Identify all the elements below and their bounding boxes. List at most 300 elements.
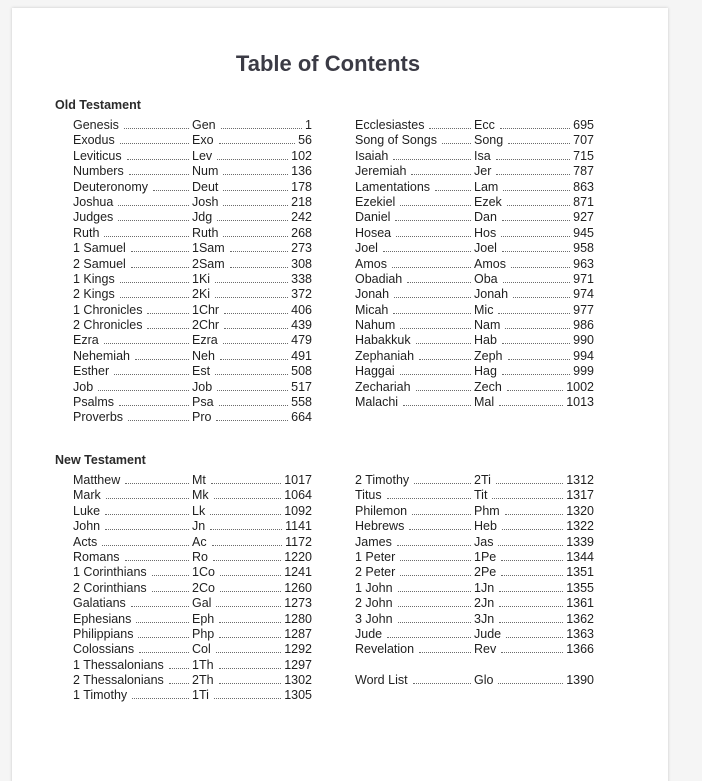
dot-leader	[213, 560, 281, 561]
dot-leader	[398, 591, 471, 592]
dot-leader	[135, 359, 189, 360]
dot-leader	[502, 529, 563, 530]
book-abbreviation: Exo	[192, 133, 214, 148]
book-name: Malachi	[355, 395, 399, 410]
toc-entry[interactable]	[73, 410, 312, 425]
page-number: 479	[291, 333, 312, 348]
toc-entry[interactable]	[355, 627, 594, 642]
dot-leader	[498, 545, 563, 546]
abbreviation-group	[192, 473, 312, 488]
toc-entry[interactable]	[355, 241, 594, 256]
dot-leader	[498, 313, 570, 314]
abbreviation-group	[474, 565, 594, 580]
book-name: 1 Corinthians	[73, 565, 147, 580]
dot-leader	[224, 313, 288, 314]
dot-leader	[214, 698, 281, 699]
book-name: Colossians	[73, 642, 135, 657]
dot-leader	[506, 637, 563, 638]
dot-leader	[513, 297, 570, 298]
book-abbreviation: Isa	[474, 148, 491, 163]
toc-entry[interactable]	[355, 642, 594, 657]
dot-leader	[412, 514, 471, 515]
dot-leader	[442, 143, 471, 144]
page-number: 439	[291, 318, 312, 333]
abbreviation-group	[192, 688, 312, 703]
toc-entry[interactable]	[73, 473, 312, 488]
book-abbreviation: Amos	[474, 256, 506, 271]
dot-leader	[152, 591, 189, 592]
toc-entry[interactable]	[73, 226, 312, 241]
page-number: 558	[291, 395, 312, 410]
toc-entry[interactable]	[73, 565, 312, 580]
dot-leader	[139, 652, 189, 653]
page-number: 1322	[566, 519, 594, 534]
page-number: 1390	[566, 673, 594, 688]
book-abbreviation: Jer	[474, 164, 492, 179]
page-number: 1355	[566, 580, 594, 595]
toc-entry[interactable]	[73, 596, 312, 611]
dot-leader	[435, 190, 471, 191]
book-name: 1 Kings	[73, 271, 115, 286]
abbreviation-group	[474, 226, 594, 241]
dot-leader	[217, 220, 288, 221]
book-name: Leviticus	[73, 148, 122, 163]
page-number: 1	[305, 118, 312, 132]
toc-entry[interactable]	[355, 581, 594, 596]
document-page	[12, 8, 668, 781]
book-abbreviation: Hag	[474, 364, 497, 379]
toc-entry[interactable]	[73, 364, 312, 379]
book-abbreviation: Mal	[474, 395, 495, 410]
book-abbreviation: Gen	[192, 118, 216, 132]
book-name: Romans	[73, 549, 120, 564]
dot-leader	[147, 328, 189, 329]
book-abbreviation: Song	[474, 133, 504, 148]
dot-leader	[104, 343, 189, 344]
book-abbreviation: Deut	[192, 179, 219, 194]
dot-leader	[118, 220, 189, 221]
toc-entry[interactable]	[355, 488, 594, 503]
abbreviation-group	[192, 195, 312, 210]
book-name: Micah	[355, 302, 389, 317]
book-abbreviation: 1Th	[192, 657, 214, 672]
dot-leader	[219, 668, 282, 669]
toc-entry[interactable]	[355, 226, 594, 241]
book-abbreviation: Ro	[192, 549, 208, 564]
dot-leader	[210, 529, 282, 530]
abbreviation-group	[474, 642, 594, 657]
toc-entry[interactable]	[73, 612, 312, 627]
dot-leader	[120, 282, 189, 283]
toc-entry[interactable]	[73, 535, 312, 550]
page-number: 945	[573, 225, 594, 240]
book-name: Haggai	[355, 364, 395, 379]
toc-entry[interactable]	[355, 318, 594, 333]
toc-entry[interactable]	[355, 395, 594, 410]
toc-entry[interactable]	[73, 180, 312, 195]
page-number: 1002	[566, 379, 594, 394]
book-name: Song of Songs	[355, 133, 438, 148]
book-name: Nehemiah	[73, 348, 130, 363]
book-abbreviation: Joel	[474, 241, 497, 256]
page-number: 1013	[566, 395, 594, 410]
dot-leader	[411, 174, 471, 175]
book-abbreviation: 2Th	[192, 673, 214, 688]
book-abbreviation: Mic	[474, 302, 494, 317]
abbreviation-group	[192, 149, 312, 164]
toc-entry[interactable]	[73, 133, 312, 148]
book-abbreviation: Zeph	[474, 348, 503, 363]
toc-entry[interactable]	[73, 164, 312, 179]
toc-entry[interactable]	[73, 673, 312, 688]
toc-entry[interactable]	[355, 118, 594, 133]
page-number: 1351	[566, 565, 594, 580]
dot-leader	[216, 606, 281, 607]
toc-entry[interactable]	[73, 287, 312, 302]
book-name: 2 Timothy	[355, 473, 410, 487]
toc-entry[interactable]	[355, 333, 594, 348]
toc-entry[interactable]	[355, 612, 594, 627]
book-name: Revelation	[355, 642, 415, 657]
book-abbreviation: Jdg	[192, 210, 213, 225]
dot-leader	[219, 683, 282, 684]
book-name: 1 Samuel	[73, 241, 126, 256]
dot-leader	[131, 267, 189, 268]
toc-entry[interactable]	[73, 488, 312, 503]
dot-leader	[387, 498, 471, 499]
dot-leader	[127, 159, 189, 160]
book-abbreviation: Num	[192, 164, 219, 179]
dot-leader	[153, 190, 189, 191]
dot-leader	[503, 282, 571, 283]
page-number: 1064	[284, 488, 312, 503]
dot-leader	[397, 545, 471, 546]
toc-entry[interactable]	[73, 519, 312, 534]
dot-leader	[220, 591, 281, 592]
toc-entry[interactable]	[355, 535, 594, 550]
dot-leader	[400, 374, 471, 375]
book-abbreviation: 2Jn	[474, 596, 495, 611]
book-name: 1 Thessalonians	[73, 657, 164, 672]
dot-leader	[131, 606, 189, 607]
toc-entry[interactable]	[355, 596, 594, 611]
page-number: 1344	[566, 549, 594, 564]
book-abbreviation: Zech	[474, 379, 502, 394]
book-abbreviation: 2Ti	[474, 473, 491, 487]
abbreviation-group	[474, 333, 594, 348]
abbreviation-group	[192, 287, 312, 302]
abbreviation-group	[474, 364, 594, 379]
toc-entry[interactable]	[73, 257, 312, 272]
dot-leader	[419, 652, 471, 653]
dot-leader	[217, 159, 288, 160]
page-number: 1280	[284, 611, 312, 626]
page-number: 268	[291, 225, 312, 240]
book-abbreviation: Php	[192, 626, 215, 641]
toc-entry[interactable]	[355, 149, 594, 164]
page-number: 1141	[285, 519, 312, 534]
book-abbreviation: Jn	[192, 519, 206, 534]
dot-leader	[98, 390, 189, 391]
dot-leader	[492, 498, 563, 499]
toc-entry[interactable]	[73, 627, 312, 642]
book-abbreviation: Job	[192, 379, 213, 394]
abbreviation-group	[192, 550, 312, 565]
spacer-row	[355, 658, 594, 673]
book-name: Numbers	[73, 164, 124, 179]
book-name: Zechariah	[355, 379, 411, 394]
page-number: 986	[573, 318, 594, 333]
book-name: Philemon	[355, 503, 408, 518]
abbreviation-group	[474, 210, 594, 225]
book-name: Ephesians	[73, 611, 132, 626]
toc-entry[interactable]	[355, 364, 594, 379]
book-abbreviation: Tit	[474, 488, 488, 503]
dot-leader	[507, 390, 563, 391]
dot-leader	[502, 374, 570, 375]
dot-leader	[230, 251, 288, 252]
dot-leader	[393, 159, 471, 160]
dot-leader	[138, 637, 189, 638]
toc-entry[interactable]	[355, 565, 594, 580]
abbreviation-group	[474, 195, 594, 210]
dot-leader	[132, 698, 189, 699]
book-name: James	[355, 534, 392, 549]
toc-entry[interactable]	[355, 673, 594, 688]
toc-entry[interactable]	[73, 380, 312, 395]
toc-entry[interactable]	[355, 349, 594, 364]
abbreviation-group	[192, 504, 312, 519]
abbreviation-group	[474, 133, 594, 148]
toc-entry[interactable]	[73, 349, 312, 364]
toc-entry[interactable]	[73, 333, 312, 348]
page-number: 1362	[566, 611, 594, 626]
toc-entry[interactable]	[73, 318, 312, 333]
toc-entry[interactable]	[355, 519, 594, 534]
dot-leader	[429, 128, 471, 129]
dot-leader	[120, 143, 189, 144]
book-abbreviation: 1Sam	[192, 241, 225, 256]
book-abbreviation: Hab	[474, 333, 497, 348]
abbreviation-group	[192, 380, 312, 395]
toc-entry[interactable]	[355, 380, 594, 395]
toc-entry[interactable]	[355, 272, 594, 287]
dot-leader	[223, 205, 288, 206]
book-name: Ezekiel	[355, 194, 396, 209]
book-abbreviation: Ecc	[474, 118, 495, 132]
page-number: 1366	[566, 642, 594, 657]
toc-entry[interactable]	[73, 550, 312, 565]
abbreviation-group	[192, 565, 312, 580]
book-abbreviation: 1Ki	[192, 271, 211, 286]
dot-leader	[211, 483, 281, 484]
book-name: Joel	[355, 241, 378, 256]
toc-entry[interactable]	[73, 504, 312, 519]
book-name: Genesis	[73, 118, 119, 132]
dot-leader	[505, 514, 563, 515]
book-abbreviation: Gal	[192, 596, 212, 611]
dot-leader	[383, 251, 471, 252]
book-abbreviation: Psa	[192, 395, 214, 410]
book-abbreviation: Est	[192, 364, 211, 379]
book-name: 2 Samuel	[73, 256, 126, 271]
dot-leader	[118, 205, 189, 206]
abbreviation-group	[192, 164, 312, 179]
book-name: John	[73, 519, 101, 534]
dot-leader	[131, 251, 189, 252]
toc-entry[interactable]	[73, 581, 312, 596]
dot-leader	[396, 236, 471, 237]
page-number: 1339	[566, 534, 594, 549]
abbreviation-group	[192, 535, 312, 550]
abbreviation-group	[192, 241, 312, 256]
dot-leader	[414, 483, 471, 484]
page-number: 491	[291, 348, 312, 363]
toc-entry[interactable]	[73, 149, 312, 164]
toc-entry[interactable]	[355, 195, 594, 210]
page-number: 999	[573, 364, 594, 379]
toc-entry[interactable]	[355, 164, 594, 179]
book-abbreviation: Lev	[192, 148, 213, 163]
toc-entry[interactable]	[73, 272, 312, 287]
abbreviation-group	[192, 226, 312, 241]
dot-leader	[503, 190, 570, 191]
book-name: Deuteronomy	[73, 179, 149, 194]
book-name: 1 John	[355, 580, 393, 595]
toc-entry[interactable]	[355, 473, 594, 488]
toc-entry[interactable]	[73, 688, 312, 703]
book-name: Ruth	[73, 225, 100, 240]
toc-entry[interactable]	[355, 257, 594, 272]
book-abbreviation: Josh	[192, 194, 219, 209]
page-number: 1312	[566, 473, 594, 487]
dot-leader	[398, 606, 471, 607]
book-name: Ecclesiastes	[355, 118, 425, 132]
book-name: Obadiah	[355, 271, 403, 286]
toc-entry[interactable]	[73, 395, 312, 410]
book-name: 2 Kings	[73, 287, 115, 302]
page-number: 56	[298, 133, 312, 148]
book-abbreviation: Col	[192, 642, 211, 657]
dot-leader	[409, 529, 471, 530]
dot-leader	[416, 343, 471, 344]
toc-entry[interactable]	[355, 550, 594, 565]
dot-leader	[499, 622, 563, 623]
dot-leader	[124, 128, 189, 129]
dot-leader	[221, 128, 302, 129]
book-name: Ezra	[73, 333, 99, 348]
toc-entry[interactable]	[355, 210, 594, 225]
book-name: Jude	[355, 626, 383, 641]
abbreviation-group	[474, 395, 594, 410]
abbreviation-group	[474, 272, 594, 287]
page-number: 1302	[284, 673, 312, 688]
abbreviation-group	[474, 349, 594, 364]
book-name: Exodus	[73, 133, 115, 148]
page-number: 871	[573, 194, 594, 209]
book-name: Word List	[355, 673, 408, 688]
book-abbreviation: 2Co	[192, 580, 215, 595]
abbreviation-group	[474, 287, 594, 302]
dot-leader	[496, 159, 570, 160]
toc-entry[interactable]	[355, 180, 594, 195]
dot-leader	[169, 668, 189, 669]
book-abbreviation: 2Ki	[192, 287, 211, 302]
toc-entry[interactable]	[73, 642, 312, 657]
book-abbreviation: 2Pe	[474, 565, 497, 580]
abbreviation-group	[192, 133, 312, 148]
book-abbreviation: Heb	[474, 519, 497, 534]
toc-entry[interactable]	[355, 303, 594, 318]
page-number: 971	[573, 271, 594, 286]
book-abbreviation: Ezek	[474, 194, 502, 209]
dot-leader	[400, 328, 471, 329]
book-abbreviation: 3Jn	[474, 611, 495, 626]
dot-leader	[499, 606, 563, 607]
section-heading-new-testament: New Testament	[55, 453, 146, 467]
toc-entry[interactable]	[73, 658, 312, 673]
dot-leader	[216, 420, 288, 421]
book-abbreviation: 2Chr	[192, 318, 220, 333]
dot-leader	[502, 220, 570, 221]
page-number: 1287	[284, 626, 312, 641]
dot-leader	[502, 251, 570, 252]
book-abbreviation: Phm	[474, 503, 500, 518]
dot-leader	[499, 591, 563, 592]
abbreviation-group	[192, 333, 312, 348]
book-abbreviation: Ezra	[192, 333, 218, 348]
book-name: 2 Thessalonians	[73, 673, 164, 688]
page-number: 927	[573, 210, 594, 225]
toc-entry[interactable]	[73, 195, 312, 210]
abbreviation-group	[192, 612, 312, 627]
book-name: 1 Timothy	[73, 688, 128, 703]
toc-entry[interactable]	[73, 210, 312, 225]
old-testament-left-column	[73, 118, 312, 426]
dot-leader	[105, 529, 189, 530]
toc-entry[interactable]	[73, 118, 312, 133]
page-number: 863	[573, 179, 594, 194]
page-number: 178	[291, 179, 312, 194]
abbreviation-group	[474, 581, 594, 596]
dot-leader	[147, 313, 189, 314]
book-abbreviation: Nam	[474, 318, 501, 333]
toc-entry[interactable]	[73, 303, 312, 318]
book-abbreviation: Jas	[474, 534, 494, 549]
dot-leader	[419, 359, 471, 360]
abbreviation-group	[474, 504, 594, 519]
abbreviation-group	[192, 257, 312, 272]
dot-leader	[400, 560, 471, 561]
abbreviation-group	[192, 318, 312, 333]
dot-leader	[128, 420, 189, 421]
book-abbreviation: Jonah	[474, 287, 509, 302]
page-number: 102	[291, 148, 312, 163]
dot-leader	[416, 390, 471, 391]
toc-entry[interactable]	[73, 241, 312, 256]
toc-entry[interactable]	[355, 133, 594, 148]
book-name: Daniel	[355, 210, 391, 225]
abbreviation-group	[474, 519, 594, 534]
toc-entry[interactable]	[355, 287, 594, 302]
dot-leader	[501, 236, 570, 237]
toc-entry[interactable]	[355, 504, 594, 519]
book-name: Habakkuk	[355, 333, 411, 348]
page-number: 273	[291, 241, 312, 256]
dot-leader	[223, 343, 288, 344]
dot-leader	[152, 575, 189, 576]
book-abbreviation: Mk	[192, 488, 209, 503]
